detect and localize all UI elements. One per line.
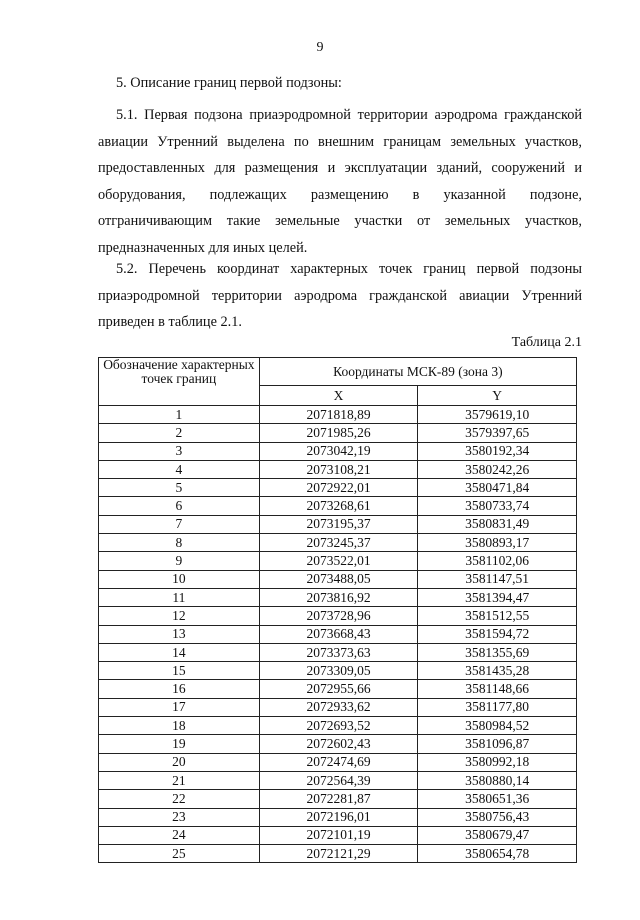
cell-y: 3581394,47 [418,588,577,606]
cell-point-number: 25 [99,845,260,863]
table-row [99,625,577,643]
paragraph-5-1: 5.1. Первая подзона приаэродромной территории аэродрома гражданской авиации Утренний выделена по внешним границам земельных участков, предоставленных для размещения и эксплуатации зданий, сооружений и оборудования, подлежащих размещению в указанной подзоне, отграничивающим такие земельные участки от земельных участков, предназначенных для иных целей. [98,107,582,256]
cell-point-number: 4 [99,460,260,478]
table-row [99,588,577,606]
cell-y: 3581147,51 [418,570,577,588]
cell-x: 2073268,61 [259,497,418,515]
cell-point-number: 2 [99,424,260,442]
cell-x: 2073373,63 [259,643,418,661]
table-row [99,534,577,552]
cell-y: 3580893,17 [418,534,577,552]
cell-point-number: 8 [99,534,260,552]
table-row [99,826,577,844]
cell-point-number: 19 [99,735,260,753]
cell-y: 3580733,74 [418,497,577,515]
cell-y: 3580880,14 [418,771,577,789]
cell-point-number: 15 [99,662,260,680]
coordinates-table [98,357,577,863]
cell-y: 3580471,84 [418,479,577,497]
cell-point-number: 13 [99,625,260,643]
table-row [99,460,577,478]
table-caption: Таблица 2.1 [511,335,582,350]
cell-point-number: 1 [99,406,260,424]
table-row [99,753,577,771]
cell-x: 2071985,26 [259,424,418,442]
cell-x: 2071818,89 [259,406,418,424]
table-row [99,698,577,716]
cell-x: 2072564,39 [259,771,418,789]
cell-point-number: 17 [99,698,260,716]
table-row [99,479,577,497]
table-row [99,515,577,533]
cell-x: 2073042,19 [259,442,418,460]
cell-x: 2073108,21 [259,460,418,478]
header-y: Y [418,386,577,406]
cell-point-number: 10 [99,570,260,588]
cell-y: 3580651,36 [418,790,577,808]
cell-x: 2072922,01 [259,479,418,497]
header-point-label: Обозначение характерных точек границ [99,358,260,406]
cell-y: 3581102,06 [418,552,577,570]
cell-point-number: 3 [99,442,260,460]
cell-point-number: 9 [99,552,260,570]
cell-y: 3580242,26 [418,460,577,478]
cell-x: 2073816,92 [259,588,418,606]
cell-x: 2072693,52 [259,717,418,735]
cell-y: 3581148,66 [418,680,577,698]
table-row [99,442,577,460]
table-row [99,717,577,735]
cell-x: 2073309,05 [259,662,418,680]
cell-point-number: 11 [99,588,260,606]
header-coordinates: Координаты МСК-89 (зона 3) [259,358,576,386]
cell-x: 2072281,87 [259,790,418,808]
cell-y: 3579397,65 [418,424,577,442]
cell-point-number: 18 [99,717,260,735]
cell-point-number: 14 [99,643,260,661]
paragraph-5-2: 5.2. Перечень координат характерных точек границ первой подзоны приаэродромной территории аэродрома гражданской авиации Утренний приведен в таблице 2.1. [98,261,582,331]
header-x: X [259,386,418,406]
cell-y: 3579619,10 [418,406,577,424]
cell-x: 2072955,66 [259,680,418,698]
table-row [99,497,577,515]
cell-point-number: 20 [99,753,260,771]
table-row [99,570,577,588]
cell-x: 2073728,96 [259,607,418,625]
page-number: 9 [316,40,324,55]
table-row [99,662,577,680]
cell-x: 2073195,37 [259,515,418,533]
table-row [99,406,577,424]
cell-x: 2073488,05 [259,570,418,588]
table-row [99,735,577,753]
cell-y: 3581435,28 [418,662,577,680]
cell-point-number: 5 [99,479,260,497]
table-row [99,424,577,442]
table-row [99,790,577,808]
cell-y: 3580756,43 [418,808,577,826]
cell-x: 2073668,43 [259,625,418,643]
cell-x: 2072196,01 [259,808,418,826]
cell-x: 2073245,37 [259,534,418,552]
cell-y: 3580654,78 [418,845,577,863]
cell-point-number: 21 [99,771,260,789]
cell-y: 3581594,72 [418,625,577,643]
cell-y: 3581096,87 [418,735,577,753]
cell-y: 3580992,18 [418,753,577,771]
table-row [99,643,577,661]
cell-x: 2072602,43 [259,735,418,753]
cell-y: 3581512,55 [418,607,577,625]
table-row [99,808,577,826]
cell-y: 3580192,34 [418,442,577,460]
cell-y: 3581355,69 [418,643,577,661]
cell-point-number: 24 [99,826,260,844]
cell-y: 3580984,52 [418,717,577,735]
cell-point-number: 16 [99,680,260,698]
table-row [99,771,577,789]
cell-y: 3580831,49 [418,515,577,533]
cell-point-number: 23 [99,808,260,826]
cell-x: 2073522,01 [259,552,418,570]
cell-point-number: 22 [99,790,260,808]
cell-point-number: 7 [99,515,260,533]
table-row [99,552,577,570]
table-row [99,845,577,863]
cell-x: 2072474,69 [259,753,418,771]
cell-y: 3580679,47 [418,826,577,844]
table-row [99,680,577,698]
cell-x: 2072121,29 [259,845,418,863]
cell-point-number: 6 [99,497,260,515]
cell-x: 2072933,62 [259,698,418,716]
table-row [99,607,577,625]
cell-x: 2072101,19 [259,826,418,844]
cell-point-number: 12 [99,607,260,625]
cell-y: 3581177,80 [418,698,577,716]
section-heading: 5. Описание границ первой подзоны: [116,75,342,91]
